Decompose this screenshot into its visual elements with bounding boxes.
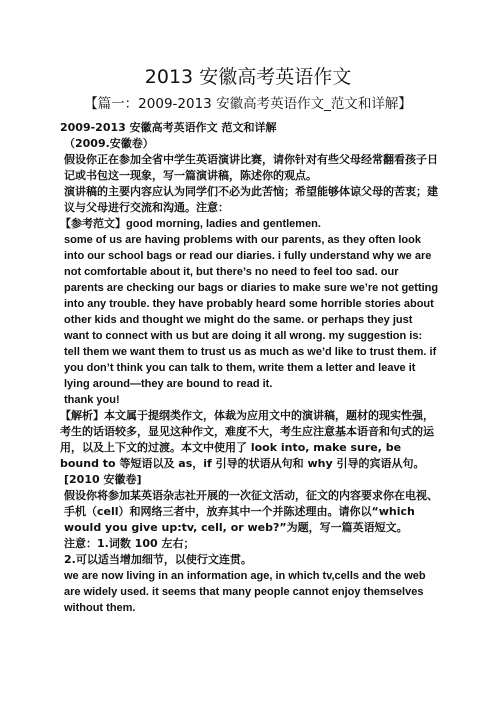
document-subtitle: 【篇一：2009-2013 安徽高考英语作文_范文和详解】: [84, 96, 412, 112]
prompt-2009: 假设你正在参加全省中学生英语演讲比赛，请你针对有些父母经常翻看孩子日记或书包这一现象，写一篇演讲稿，陈述你的观点。: [64, 153, 438, 182]
document-title: 2013 安徽高考英语作文: [144, 66, 352, 88]
prompt-2010: 假设你将参加某英语杂志社开展的一次征文活动，征文的内容要求你在电视、手机（cell）和网络三者中，放弃其中一个并陈述理由。请你以“which would you give up:tv, cell, or web?”为题，写一篇英语短文。: [64, 489, 438, 534]
exam-label-2010: [2010 安徽卷]: [64, 473, 142, 486]
model-essay-label: 【参考范文】good morning, ladies and gentlemen.: [60, 218, 321, 230]
section-heading: 2009-2013 安徽高考英语作文 范文和详解: [60, 121, 277, 134]
analysis-2009: 【解析】本文属于提纲类作文，体裁为应用文中的演讲稿，题材的现实性强，考生的话语较多，显见这种作文，难度不大，考生应注意基本语音和句式的运用，以及上下文的过渡。本文中使用了 look into, make sure, be bound to 等短语以及 as，if 引导的状语从句和 why 引导的宾语从句。: [60, 409, 434, 470]
document-body: [60, 120, 440, 616]
model-essay-2009: some of us are having problems with our parents, as they often look into our school bags or read our diaries. i fully understand why we are not comfortable about it, but there’s no need to feel too sad. our parents are checking our bags or diaries to make sure we’re not getting into any trouble. they have probably heard some horrible stories about other kids and thought we might do the same. or perhaps they just want to connect with us but are doing it all wrong. my suggestion is: tell them we want them to trust us as much as we’d like to trust them. if you don’t think you can talk to them, write them a letter and leave it lying around—they are bound to read it.: [64, 234, 439, 390]
prompt-2009-requirements: 演讲稿的主要内容应认为同学们不必为此苦恼；希望能够体谅父母的苦衷；建议与父母进行交流和沟通。注意：: [64, 185, 438, 214]
exam-label-2009: （2009.安徽卷）: [64, 137, 154, 150]
note-details: 2.可以适当增加细节，以使行文连贯。: [64, 553, 252, 566]
note-word-count: 注意：1.词数 100 左右；: [64, 537, 195, 550]
essay-2010-opening: we are now living in an information age, in which tv,cells and the web are widely used. it seems that many people cannot enjoy themselves without them.: [64, 570, 426, 614]
essay-closing: thank you!: [64, 394, 120, 406]
